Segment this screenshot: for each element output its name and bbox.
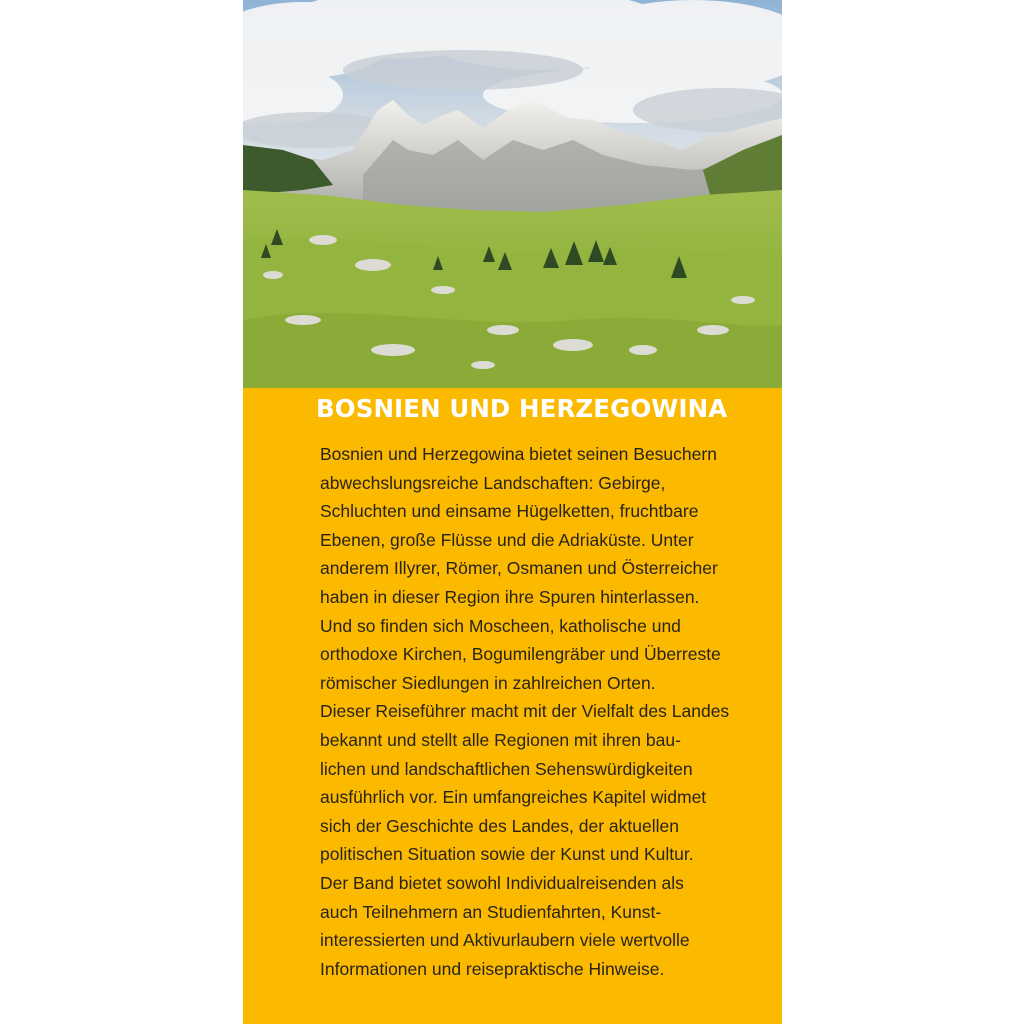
description-line: Bosnien und Herzegowina bietet seinen Besuchern: [320, 444, 717, 464]
description-line: abwechslungsreiche Landschaften: Gebirge,: [320, 472, 666, 493]
description-line: bekannt und stellt alle Regionen mit ihren bau-: [320, 729, 681, 750]
book-title: BOSNIEN UND HERZEGOWINA: [316, 394, 728, 423]
description-line: Ebenen, große Flüsse und die Adriaküste. Unter: [320, 529, 694, 550]
description-line: Und so finden sich Moscheen, katholische und: [320, 615, 681, 636]
description-line: Schluchten und einsame Hügelketten, fruchtbare: [320, 501, 699, 522]
description-line: anderem Illyrer, Römer, Osmanen und Österreicher: [320, 558, 718, 579]
mountain-landscape-photo: [243, 0, 782, 388]
description-line: Der Band bietet sowohl Individualreisenden als: [320, 872, 684, 893]
description-line: politischen Situation sowie der Kunst und Kultur.: [320, 844, 694, 865]
book-description: [320, 440, 760, 983]
description-line: Dieser Reiseführer macht mit der Vielfalt des Landes: [320, 701, 730, 722]
description-line: ausführlich vor. Ein umfangreiches Kapitel widmet: [320, 787, 707, 808]
description-line: lichen und landschaftlichen Sehenswürdigkeiten: [320, 758, 693, 779]
description-line: orthodoxe Kirchen, Bogumilengräber und Überreste: [320, 644, 721, 665]
mountain-landscape-illustration: [243, 0, 782, 388]
book-back-cover: [243, 0, 782, 1024]
description-line: Informationen und reisepraktische Hinweise.: [320, 958, 665, 979]
description-line: haben in dieser Region ihre Spuren hinterlassen.: [320, 586, 700, 607]
description-line: interessierten und Aktivurlaubern viele wertvolle: [320, 930, 690, 951]
description-line: auch Teilnehmern an Studienfahrten, Kunst-: [320, 901, 662, 922]
description-line: römischer Siedlungen in zahlreichen Orten.: [320, 672, 656, 693]
description-line: sich der Geschichte des Landes, der aktuellen: [320, 815, 679, 836]
